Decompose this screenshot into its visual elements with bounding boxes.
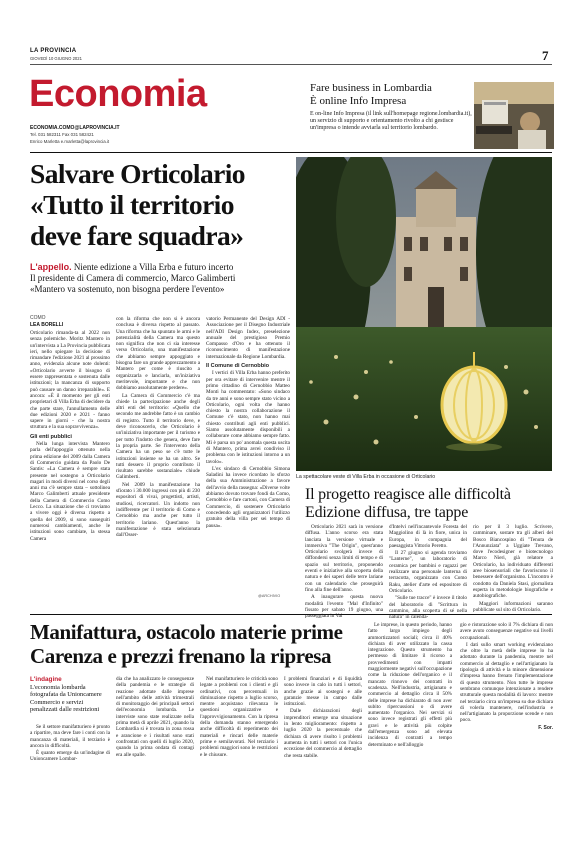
third-col2-p1: dia che ha analizzato le conseguenze della pandemia e le strategie di reazione adottate dalle imprese nell'ambito delle attività trimestrali di monitoraggio dei principali settori dell'economia lombarda. Le interviste sono state realizzate nella prima metà di aprile 2021, quando la Lombardia si è trovata in zona rossa e arancione e i risultati sono stati confrontati con quelli di luglio 2020, quando la prima ondata di contagi era alle spalle. [116,676,194,758]
third-side-2: fotografata da Unioncamere [30,691,102,699]
third-side-3: Commercio e servizi [30,698,84,706]
second-column-2 [389,524,467,621]
second-col1-p2: A inaugurare questa nuova modalità l'evento "Mal d'Infinito" fissato per sabato 19 giugno, una passeggiata in Val [305,594,383,620]
second-col3-p1: rio per il 3 luglio. Scrivere, camminare, sostare tra gli alberi del Bosco Biancospino di "Tenuta de l'Annunziata" a Uggiate Trevano, dove l'ecodesigner e biotecnologo Marco Nieri, già relatore a Orticolario, ha individuato differenti aree biosensoriali che favoriscono il benessere dell'organismo. L'incontro è condotto da Daniela Stasi, giornalista esperta in metodologie biografiche e autobiografiche. [473,524,553,600]
page-number: 7 [542,48,549,63]
third-side [30,676,110,714]
third-col6-p2: I dati sullo smart working evidenziano che oltre la metà delle imprese lo ha adottato durante la pandemia, mentre nel commercio al dettaglio e nell'artigianato la tipologia di attività e la minore dimensione d'impresa hanno frenato l'implementazione di questo strumento. Non tutte le imprese sembrano comunque intenzionate a rendere strutturale questa modalità di lavoro: mentre nel terziario circa un'impresa su due dichiara di volerla mantenere, nell'industria e nell'artigianato la proporzione scende e non poco. [460,641,553,724]
third-column-3 [200,676,278,759]
second-col2-p3: "Sulle tue tracce" è invece il titolo del laboratorio di "Scrittura in cammino, alla scoperta di sé nella natura" in calenda- [389,595,467,621]
masthead-rule [30,64,552,65]
main-headline-line1: Salvare Orticolario [30,158,245,189]
main-location: COMO [30,315,46,321]
third-col1-p2: È quanto emerge da un'indagine di Unioncamere Lombar- [30,750,110,763]
third-col6-p1: gio e ristorazione solo il 7% dichiara di non avere avuto conseguenze negative sui livelli occupazionali. [460,622,553,641]
main-column-2 [116,316,200,539]
section-editor: Enrico Marletta e.marletta@laprovincia.it [30,139,110,144]
villa-erba-photo [296,157,552,471]
third-headline-line2: Carenza e prezzi frenano la ripresa [30,644,332,668]
third-headline-line1: Manifattura, ostacolo materie prime [30,620,343,644]
masthead-paper: LA PROVINCIA [30,48,77,54]
third-side-4: penalizzati dalle restrizioni [30,706,100,714]
main-headline [30,158,292,251]
third-col1-p1: Se il settore manifatturiero è pronto a ripartire, ma deve fare i conti con la mancanza di materiali, il terziario è ancora in difficoltà. [30,724,110,749]
second-col2-p2: Il 27 giugno si agenda troviamo "Lanterne", un laboratorio di ceramica per bambini e ragazzi per realizzare una personale lanterna di terracotta, organizzato con Como Raku, atelier d'arte ed espositore di Orticolario. [389,550,467,594]
main-summary-3: «Mantero va sostenuto, non bisogna perdere l'evento» [30,284,225,294]
main-summary [30,262,298,295]
main-col3-p2: I vertici di Villa Erba hanno preferito per ora evitare di intervenire mentre il primo cittadino di Cernobbio Matteo Monti ha commentato: «Sono sindaco da tre anni e sono sempre stato vicino a Orticolario, ogni volta che hanno chiesto la nostra collaborazione il Comune c'è stato, non hanno mai chiesto contributi agli enti pubblici. Siamo assolutamente disponibili a collaborare come abbiamo sempre fatto. Mi è parsa un po' anomala questa uscita di Mantero, prima avrei condiviso il problema con le istituzioni intorno a un tavolo». [206,370,290,465]
photo-caption: La spettacolare veste di Villa Erba in occasione di Orticolario [296,474,436,480]
second-col2-p1: d'Intelvi nell'incantevole Foresta del Maggiolino di là in fiore, unica in Europa, in compagnia del paesaggista Vittorio Peretto. [389,524,467,549]
third-col3-p1: Nel manifatturiero le criticità sono legate a problemi con i clienti e gli ordinativi, con percentuali in diminuzione rispetto a luglio scorso, mentre acquistano rilevanza le questioni organizzative e l'approvvigionamento. Con la ripresa della domanda stanno emergendo anche difficoltà di reperimento dei materiali e rincari delle materie prime e semilavorati. Nel terziario i problemi maggiori sono le restrizioni e le chiusure. [200,676,278,758]
main-col3-subhead: Il Comune di Cernobbio [206,363,270,370]
third-column-6 [460,622,553,731]
third-col5-p1: Le imprese, in questo periodo, hanno fatto largo impiego degli ammortizzatori sociali; circa il 40% dichiara di aver utilizzato la cassa integrazione. Questo strumento ha permesso di limitare il ricorso a provvedimenti con impatti maggiormente negativi sull'occupazione come la riduzione dell'organico e il mancato rinnovo dei contratti in scadenza. Nell'industria, artigianato e commercio al dettaglio circa il 50% delle imprese ha dichiarato di non aver subito ripercussioni o di avere aumentato l'organico. Nei servizi si sono invece registrati gli effetti più gravi e le attività più colpite dall'emergenza sono ad elevata incidenza di contratti a tempo determinato e nell'alloggio [368,622,452,748]
business-box-title-line2: È online Info Impresa [310,94,407,107]
second-headline-line1: Il progetto reagisce alle difficoltà [305,486,511,503]
main-author: LEA BORELLI [30,322,64,328]
main-col2-p2: La Camera di Commercio c'è ma chiede la partecipazione anche degli altri enti del territorio: «Quello che secondo me andrebbe fatto è un cambio di registro. Tutto il territorio deve, e deve riconoscerlo, che Orticolario è un'iniziativa importante per il turismo e per tutto l'indotto che genera, deve fare la propria parte. Se l'intervento della Camera ha un peso se c'è tutte le istituzioni insieme se ha un altro. Se tutti dessero il proprio contributo il risultato sarebbe sostanziale» chiude Galimberti. [116,392,200,481]
third-col4-p2: Dalle dichiarazioni degli imprenditori emerge una situazione in lento miglioramento: rispetto a luglio 2020 la percentuale che dichiara di avere risolto i problemi aumenta in tutti i settori con l'unica eccezione del commercio al dettaglio che resta stabile. [284,708,362,759]
third-side-1: L'economia lombarda [30,683,86,691]
main-col1-p1: Orticolario rimanda-ta al 2022 non senza polemiche. Moritz Mantero in un'intervista a La Provincia pubblicata ieri, nello spiegare la decisione di rimandare l'edizione 2021 al prossimo anno, evidenzia alcune note dolenti: «Orticolario avverte il bisogno di essere rappresentata e sostenuta dalle istituzioni; la mancanza di supporto può causare un danno irreparabile». E ancora: «È il momento per gli enti proprietari di Villa Erba di decidere da che parte stare, l'annullamento delle due edizioni 2020 e 2021 - fanno sapere in giorni - che la nostra struttura e la sua sopravvivenza». [30,330,110,431]
main-kicker: L'appello. [30,262,72,272]
third-rule [30,614,552,615]
business-box-image [474,82,554,149]
main-headline-line3: deve fare squadra» [30,220,244,251]
third-signature: F. Sor. [538,724,553,731]
second-col3-p2: Maggiori informazioni saranno pubblicate sul sito di Orticolario. [473,600,553,613]
business-box-title [310,82,432,107]
business-photo [474,82,554,149]
section-title: Economia [29,73,207,115]
main-column-3 [206,316,290,530]
main-col2-p3: Nel 2009 la manifestazione ha sfiorato i 30.000 ingressi con più di 230 espositori di vivai, progettisti, artisti, studiosi, ricercatori. Un indotto non indifferente per il territorio di Como e Cernobbio ma anche per tutto il territorio lariano. Quest'anno la manifestazione è stata selezionata dall'Osser- [116,481,200,539]
photo-credit: @ARCHIVIO [258,594,281,598]
main-summary-2: Il presidente di Camera di commercio, Marco Galimberti [30,273,236,283]
section-rule [30,152,552,153]
third-column-1 [30,724,110,764]
main-headline-line2: «Tutto il territorio [30,189,234,220]
third-column-4 [284,676,362,760]
section-email: ECONOMIA.COMO@LAPROVINCIA.IT [30,125,120,131]
villa-erba-image [296,157,552,471]
second-column-1 [305,524,383,620]
third-column-5 [368,622,452,749]
second-column-3 [473,524,553,614]
main-col2-p1: con la riforma che non si è ancora conclusa è diversa rispetto al passato. Una riforma che ha spuntato le armi e le potenzialità della Camera ma questo non significa che non ci sia interesse verso Orticolario, una manifestazione che abbiamo sempre appoggiato e bisogna fare un grande apprezzamento a Mantero per come è riuscito a organizzarla e lanciarla, un'iniziativa meritevole, importante e che non dobbiamo assolutamente perdere». [116,316,200,392]
main-summary-1: Niente edizione a Villa Erba e futuro incerto [71,262,234,272]
second-col1-p1: Orticolario 2021 sarà in versione diffusa. L'anno scorso era stata lanciata la versione virtuale e immersiva "The Origin", quest'anno Orticolario svolgerà invece di diffondersi senza limiti di tempo e di spazio sul territorio, proponendo eventi e iniziative alla scoperta della natura e dei saperi delle terre lariane con un calendario che proseguirà fino alla fine dell'anno. [305,524,383,593]
second-headline-line2: Edizione diffusa, tre tappe [305,504,469,521]
second-headline [305,486,555,522]
business-box-title-line1: Fare business in Lombardia [310,82,432,94]
third-col4-p1: I problemi finanziari e di liquidità sono invece in calo in tutti i settori, anche grazie ai sostegni e alle garanzie messe in campo dalle istituzioni. [284,676,362,708]
section-phone: Tel. 031 582311 Fax 031 582421 [30,132,94,137]
main-col3-p3: L'ex sindaco di Cernobbio Simona Saladini ha invece ricordato lo sforzo della sua Amministrazione a favore dell'avvio della rassegna: «Diverse volte abbiamo dovuto trovare fondi da Como, Cernobbio e fare cartoni, con Camera di Commercio, di sostenere Orticolario concedendo agli organizzatori l'utilizzo gratuito della villa per sei tempo di pausa». [206,465,290,529]
main-col3-p1: vatorio Permanente del Design ADI - Associazione per il Disegno Industriale nell'ADI Design Index, preselezione annuale del prestigioso Premio Compasso d'Oro e ha ottenuto il riconoscimento di manifestazione internazionale da Regione Lombardia. [206,316,290,360]
third-column-2 [116,676,194,759]
main-column-1 [30,330,110,543]
main-col1-subhead: Gli enti pubblici [30,433,72,440]
masthead-date: GIOVEDÌ 10 GIUGNO 2021 [30,56,82,61]
main-col1-p2: Nella lunga intervista Mantero parla dell'appoggio ottenuto nella prima edizione del 2009 dalla Camera di Commercio guidata da Paolo De Santis: «La Camera è sempre stata presente nel sostegno a Orticolario magari in modi diversi nel corso degli anni ma c'è sempre stata – sottolinea Marco Galimberti attuale presidente della Camera di Commercio Como Lecco. La situazione che ci troviamo a vivere oggi è diversa rispetto a quella del 2009, si sono susseguiti numerosi cambiamenti, anche le istituzioni sono cambiate, la stessa Camera [30,441,110,542]
third-kicker: L'indagine [30,676,62,683]
business-box-text: E on-line Info Impresa (il link sull'homepage regione.lombardia.it), un servizio di supporto e orientamento rivolto a chi gestisce un'impresa o intende avviarla sul territorio lombardo. [310,111,472,132]
